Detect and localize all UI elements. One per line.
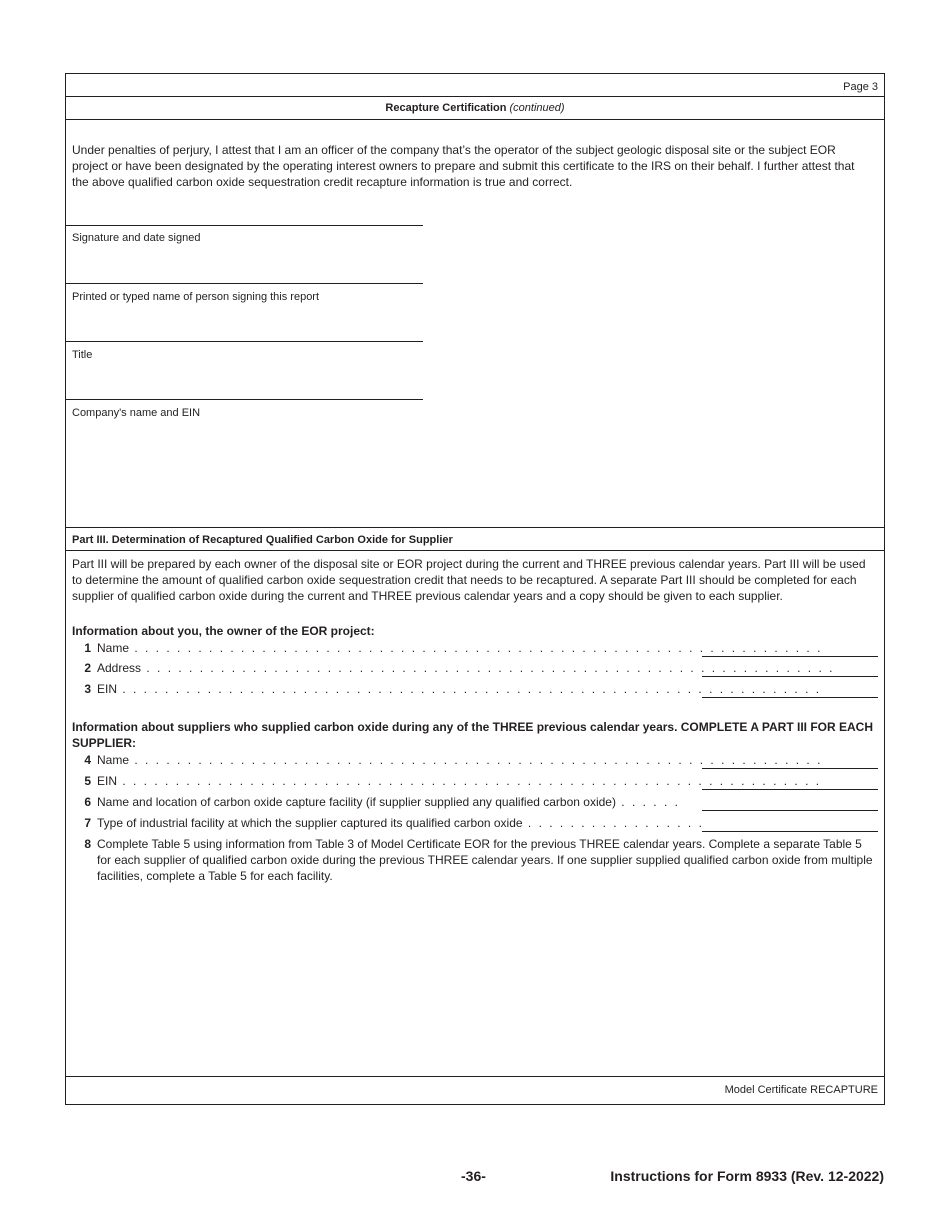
- printed-name-label: Printed or typed name of person signing this report: [72, 291, 320, 303]
- supplier-ein-field[interactable]: [702, 774, 878, 790]
- attestation-text: Under penalties of perjury, I attest that I am an officer of the company that’s the operator of the subject geologic disposal site or the subject EOR project or have been designated by the operating interest owners to prepare and submit this certificate to the IRS on their behalf. I further attest that the above qualified carbon oxide sequestration credit recapture information is true and correct.: [72, 143, 855, 189]
- divider: [66, 1076, 884, 1077]
- owner-heading: Information about you, the owner of the EOR project:: [72, 624, 375, 638]
- line-1-name: 1 Name . . . . . . . . . . . . . . . . . . . . . . . . . . . . . . . . . . . . . . . . . . . . . . . . . . . . . . . . . . . . . . . . .: [72, 641, 878, 659]
- owner-name-field[interactable]: [702, 641, 878, 657]
- divider: [66, 119, 884, 120]
- owner-address-field[interactable]: [702, 661, 878, 677]
- part3-heading: Part III. Determination of Recaptured Qualified Carbon Oxide for Supplier: [72, 534, 453, 546]
- line-8-text: Complete Table 5 using information from Table 3 of Model Certificate EOR for the previous THREE calendar years. Complete a separate Table 5 for each supplier of qualified carbon oxide during the previous THREE calendar years. If one supplier supplied qualified carbon oxide from multiple facilities, complete a Table 5 for each facility.: [97, 837, 873, 883]
- form-footer-label: Model Certificate RECAPTURE: [724, 1084, 878, 1096]
- document-title: Instructions for Form 8933 (Rev. 12-2022): [610, 1168, 884, 1184]
- model-certificate-form: [65, 73, 885, 1105]
- line-7-facility-type: 7 Type of industrial facility at which the supplier captured its qualified carbon oxide . . . . . . . . . . . . . . . . .: [72, 816, 878, 834]
- part3-intro: Part III will be prepared by each owner of the disposal site or EOR project during the current and THREE previous calendar years. Part III will be used to determine the amount of qualified carbon oxide sequestration credit that needs to be recaptured. A separate Part III should be completed for each supplier of qualified carbon oxide during the current and THREE previous calendar years and a copy should be given to each supplier.: [72, 557, 866, 603]
- supplier-heading: Information about suppliers who supplied carbon oxide during any of the THREE previous calendar years. COMPLETE A PART III FOR EACH SUPPLIER:: [72, 720, 873, 750]
- company-label: Company's name and EIN: [72, 407, 201, 419]
- line-6-capture-facility: 6 Name and location of carbon oxide capture facility (if supplier supplied any qualified carbon oxide) . . . . . .: [72, 795, 878, 813]
- line-5-ein: 5 EIN . . . . . . . . . . . . . . . . . . . . . . . . . . . . . . . . . . . . . . . . . . . . . . . . . . . . . . . . . . . . . . . . . .: [72, 774, 878, 792]
- page-label: Page 3: [843, 81, 878, 93]
- line-3-ein: 3 EIN . . . . . . . . . . . . . . . . . . . . . . . . . . . . . . . . . . . . . . . . . . . . . . . . . . . . . . . . . . . . . . . . . .: [72, 682, 878, 700]
- capture-facility-field[interactable]: [702, 795, 878, 811]
- line-8-number: 8: [84, 837, 91, 851]
- line-4-name: 4 Name . . . . . . . . . . . . . . . . . . . . . . . . . . . . . . . . . . . . . . . . . . . . . . . . . . . . . . . . . . . . . . . . .: [72, 753, 878, 771]
- owner-ein-field[interactable]: [702, 682, 878, 698]
- divider: [66, 550, 884, 551]
- supplier-name-field[interactable]: [702, 753, 878, 769]
- title-label: Title: [72, 349, 93, 361]
- signature-label: Signature and date signed: [72, 232, 201, 244]
- title-line: [66, 341, 423, 342]
- page-number: -36-: [461, 1168, 486, 1184]
- divider: [66, 96, 884, 97]
- printed-name-line: [66, 283, 423, 284]
- facility-type-field[interactable]: [702, 816, 878, 832]
- line-2-address: 2 Address . . . . . . . . . . . . . . . . . . . . . . . . . . . . . . . . . . . . . . . . . . . . . . . . . . . . . . . . . . . . . . . . .: [72, 661, 878, 679]
- section-title: Recapture Certification (continued): [385, 102, 565, 114]
- signature-line: [66, 225, 423, 226]
- divider: [66, 527, 884, 528]
- company-line: [66, 399, 423, 400]
